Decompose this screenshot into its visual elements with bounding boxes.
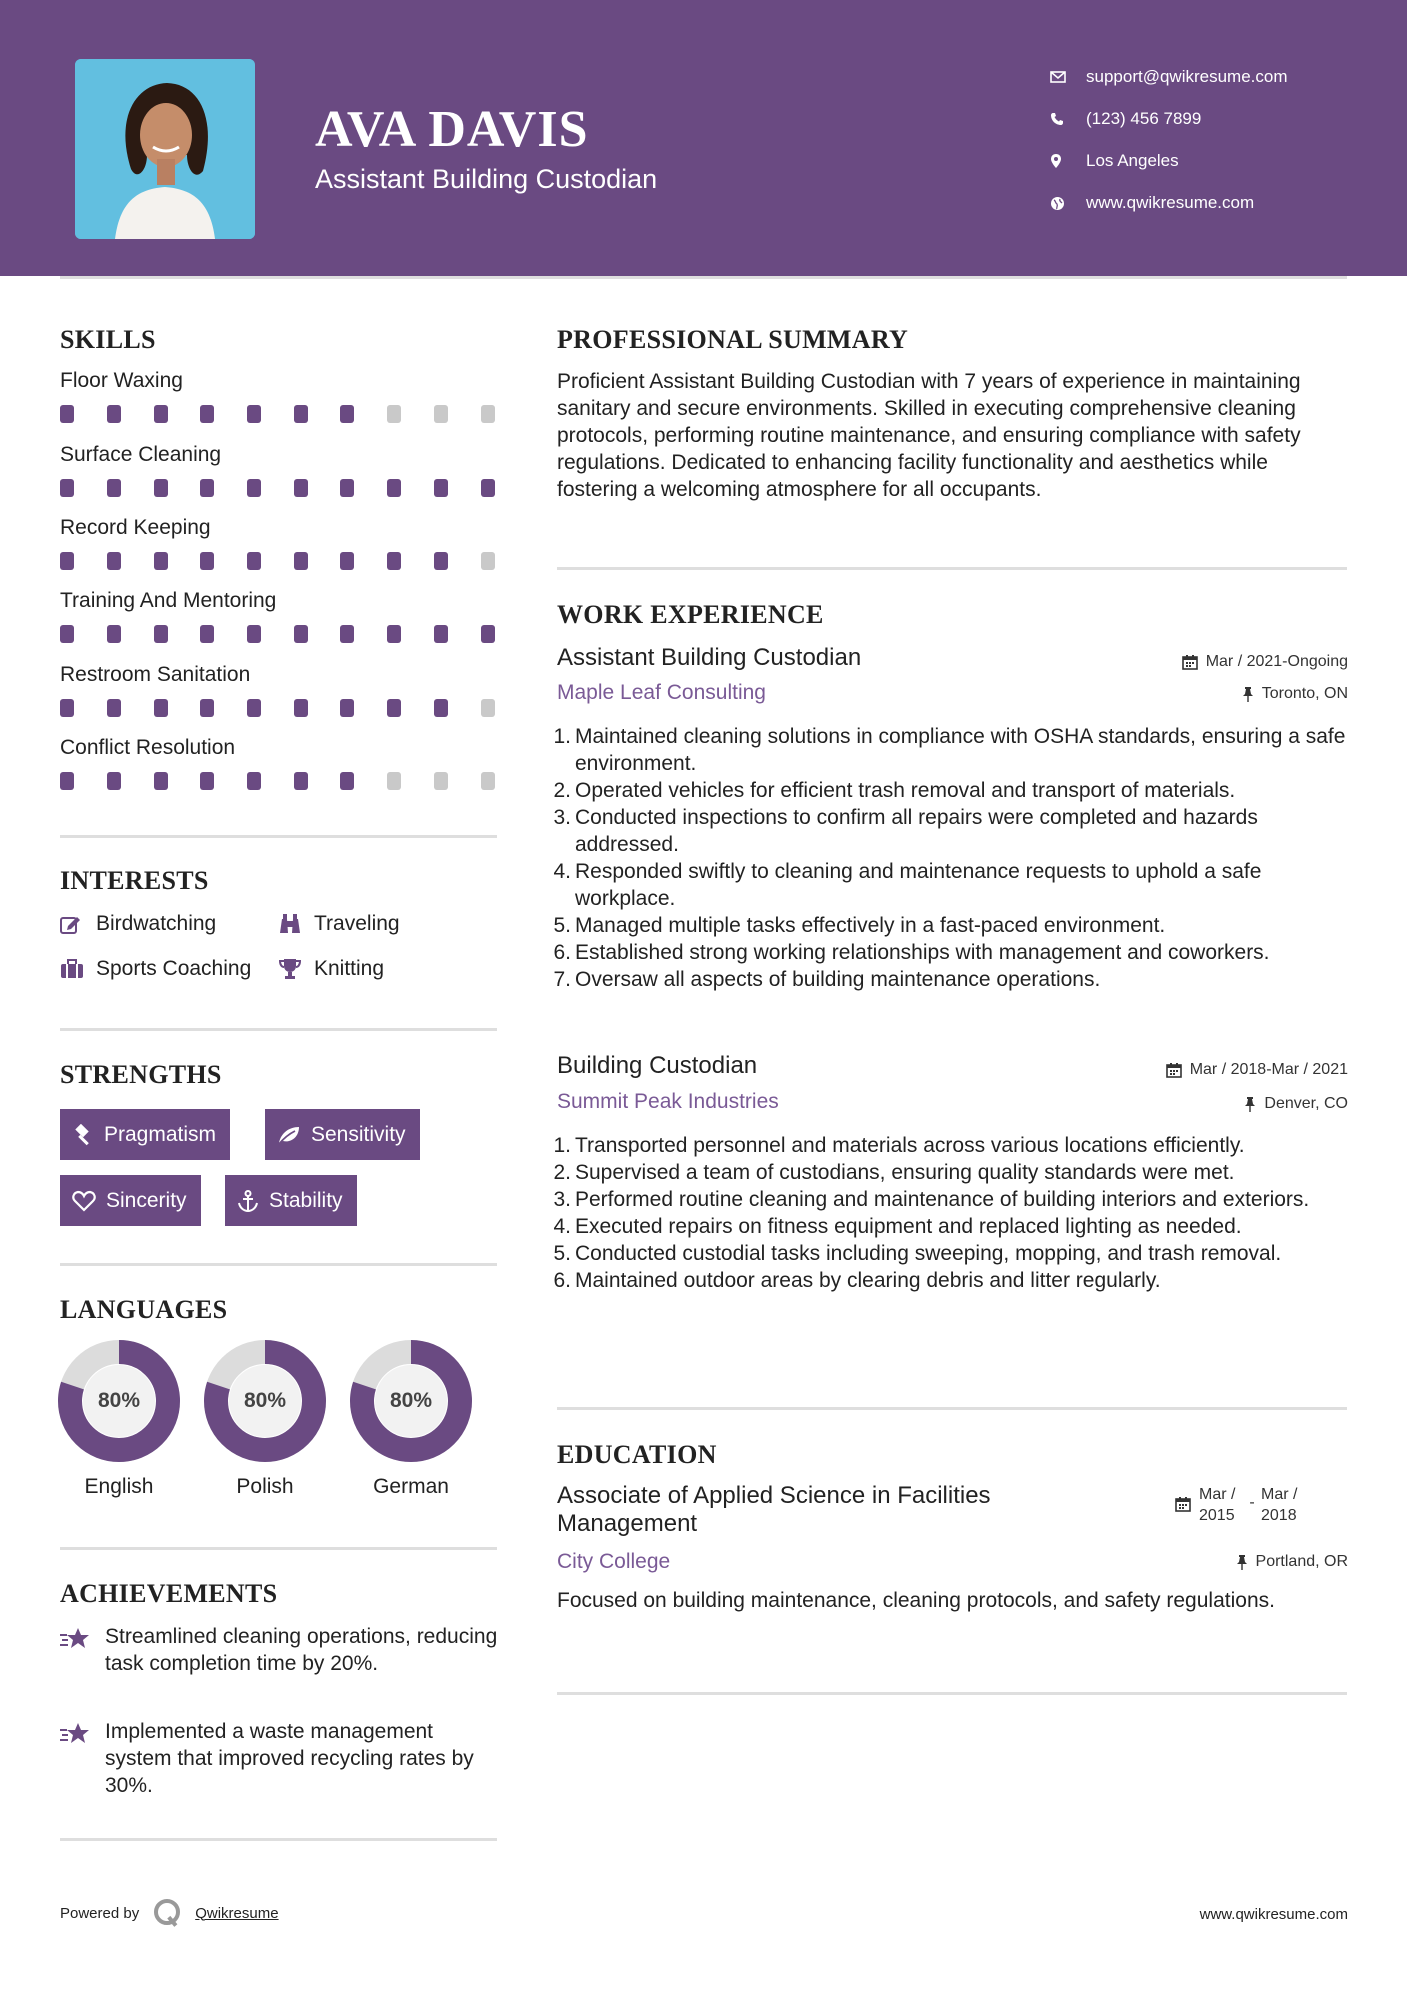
skill-dot-filled — [60, 772, 74, 790]
skill-dot-filled — [60, 699, 74, 717]
footer-powered-by — [60, 1898, 279, 1928]
bullet-text: Maintained cleaning solutions in compliance with OSHA standards, ensuring a safe environment. — [575, 725, 1346, 775]
education-start-date: Mar / 2015 — [1199, 1486, 1236, 1524]
skill-dot-filled — [434, 552, 448, 570]
skill-dot-filled — [60, 405, 74, 423]
interest-label: Knitting — [314, 957, 385, 980]
pushpin-icon — [1242, 686, 1254, 702]
skill-dot-filled — [200, 479, 214, 497]
education-description: Focused on building maintenance, cleaning protocols, and safety regulations. — [557, 1589, 1275, 1612]
job-dates — [1166, 1061, 1348, 1079]
job-bullet — [550, 966, 1350, 993]
phone-icon — [1050, 112, 1086, 126]
interests-title: INTERESTS — [60, 866, 209, 895]
achievement-text: Implemented a waste management system that improved recycling rates by 30%. — [105, 1720, 474, 1797]
bullet-number: 1. — [553, 725, 571, 748]
skill-dot-filled — [294, 699, 308, 717]
skill-dot-empty — [481, 699, 495, 717]
school-name: City College — [557, 1550, 671, 1573]
skills-title: SKILLS — [60, 325, 156, 354]
skill-dot-filled — [481, 479, 495, 497]
strength-tag — [60, 1109, 230, 1160]
bullet-text: Established strong working relationships with management and coworkers. — [575, 941, 1270, 964]
job-bullet — [550, 777, 1350, 804]
skill-dot-empty — [434, 772, 448, 790]
calendar-icon — [1175, 1484, 1191, 1526]
job-bullet — [550, 1213, 1350, 1240]
skill-dot-filled — [60, 625, 74, 643]
bullet-number: 2. — [553, 779, 571, 802]
bullet-text: Conducted custodial tasks including sweeping, mopping, and trash removal. — [575, 1242, 1282, 1265]
bullet-number: 3. — [553, 806, 571, 829]
skill-dot-filled — [200, 625, 214, 643]
contact-website-text: www.qwikresume.com — [1086, 193, 1255, 212]
skill-dot-filled — [247, 699, 261, 717]
skill-dot-filled — [434, 699, 448, 717]
language-item — [58, 1340, 180, 1498]
bullet-text: Maintained outdoor areas by clearing debris and litter regularly. — [575, 1269, 1161, 1292]
bullet-number: 3. — [553, 1188, 571, 1211]
degree-title: Associate of Applied Science in Facilities Management — [557, 1482, 991, 1537]
leaf-icon — [277, 1125, 301, 1145]
interest-item — [278, 912, 400, 936]
job-location — [1244, 1095, 1348, 1113]
star-icon — [60, 1623, 105, 1677]
skill-name: Conflict Resolution — [60, 736, 236, 759]
contact-list — [1050, 56, 1380, 224]
skill-rating — [60, 699, 500, 717]
skill-dot-filled — [340, 699, 354, 717]
interest-item — [278, 957, 384, 981]
section-divider — [557, 1692, 1347, 1695]
skill-dot-empty — [387, 772, 401, 790]
job-bullets — [550, 1132, 1350, 1294]
skill-dot-filled — [107, 552, 121, 570]
bullet-text: Conducted inspections to confirm all repairs were completed and hazards addressed. — [575, 806, 1258, 856]
language-percent: 80% — [243, 1389, 287, 1412]
skill-dot-filled — [154, 552, 168, 570]
heart-icon — [72, 1190, 96, 1212]
contact-location — [1050, 140, 1380, 182]
skill-rating — [60, 405, 500, 423]
section-divider — [557, 567, 1347, 570]
strength-tag — [265, 1109, 420, 1160]
experience-title: WORK EXPERIENCE — [557, 600, 824, 629]
strength-tag — [225, 1175, 357, 1226]
skill-dot-filled — [387, 479, 401, 497]
skill-dot-filled — [247, 552, 261, 570]
calendar-icon — [1182, 654, 1198, 670]
job-bullet — [550, 723, 1350, 777]
skill-dot-filled — [294, 772, 308, 790]
strength-tag — [60, 1175, 201, 1226]
candidate-role: Assistant Building Custodian — [315, 164, 658, 194]
skill-dot-filled — [200, 405, 214, 423]
job-bullet — [550, 912, 1350, 939]
star-icon — [60, 1718, 105, 1799]
job-dates-text: Mar / 2018-Mar / 2021 — [1189, 1061, 1348, 1078]
languages-title: LANGUAGES — [60, 1295, 228, 1324]
job-bullet — [550, 939, 1350, 966]
interest-item — [60, 912, 216, 936]
skill-dot-filled — [154, 405, 168, 423]
skill-dot-empty — [387, 405, 401, 423]
education-dates — [1175, 1484, 1305, 1526]
location-pin-icon — [1050, 153, 1086, 169]
language-item — [350, 1340, 472, 1498]
interest-item — [60, 957, 251, 981]
skill-dot-filled — [247, 405, 261, 423]
summary-text: Proficient Assistant Building Custodian with 7 years of experience in maintaining sanitary and secure environments. Skilled in executing comprehensive cleaning protocols, performing routine maintenance, and ensuring compliance with safety regulations. Dedicated to enhancing facility functionality and aesthetics while fostering a welcoming atmosphere for all occupants. — [557, 370, 1301, 501]
qwikresume-logo-icon — [153, 1898, 183, 1928]
contact-phone-text: (123) 456 7899 — [1086, 109, 1202, 128]
skill-dot-filled — [60, 552, 74, 570]
skill-dot-filled — [154, 479, 168, 497]
pushpin-icon — [1236, 1554, 1248, 1570]
education-date-separator: - — [1249, 1494, 1255, 1511]
skill-dot-filled — [294, 405, 308, 423]
strengths-title: STRENGTHS — [60, 1060, 222, 1089]
strength-label: Stability — [269, 1188, 343, 1212]
job-bullet — [550, 858, 1350, 912]
summary-title: PROFESSIONAL SUMMARY — [557, 325, 909, 354]
bullet-number: 2. — [553, 1161, 571, 1184]
bullet-text: Oversaw all aspects of building maintenance operations. — [575, 968, 1101, 991]
brand-link[interactable]: Qwikresume — [195, 1904, 279, 1922]
pencil-square-icon — [60, 914, 96, 934]
bullet-text: Responded swiftly to cleaning and maintenance requests to uphold a safe workplace. — [575, 860, 1262, 910]
contact-email[interactable] — [1050, 56, 1380, 98]
language-name: German — [373, 1475, 449, 1498]
bullet-number: 5. — [553, 914, 571, 937]
globe-icon — [1050, 196, 1086, 211]
bullet-number: 6. — [553, 1269, 571, 1292]
skill-dot-filled — [60, 479, 74, 497]
skill-dot-filled — [340, 405, 354, 423]
section-divider — [60, 835, 497, 838]
section-divider — [60, 1028, 497, 1031]
skill-dot-filled — [340, 479, 354, 497]
education-title: EDUCATION — [557, 1440, 717, 1469]
job-bullet — [550, 804, 1350, 858]
skill-dot-filled — [200, 552, 214, 570]
skill-dot-filled — [387, 625, 401, 643]
contact-location-text: Los Angeles — [1086, 151, 1179, 170]
skill-dot-filled — [247, 479, 261, 497]
skill-dot-filled — [294, 479, 308, 497]
skill-dot-filled — [387, 699, 401, 717]
skill-dot-filled — [107, 625, 121, 643]
language-percent: 80% — [97, 1389, 141, 1412]
strength-label: Sincerity — [106, 1188, 187, 1212]
job-title: Building Custodian — [557, 1052, 758, 1079]
job-bullets — [550, 723, 1350, 993]
section-divider — [60, 1838, 497, 1841]
bullet-number: 5. — [553, 1242, 571, 1265]
bullet-number: 6. — [553, 941, 571, 964]
education-location-text: Portland, OR — [1255, 1553, 1348, 1570]
language-name: English — [84, 1475, 154, 1498]
job-company: Summit Peak Industries — [557, 1090, 779, 1113]
skill-rating — [60, 772, 500, 790]
skill-rating — [60, 479, 500, 497]
bullet-text: Executed repairs on fitness equipment and replaced lighting as needed. — [575, 1215, 1242, 1238]
skill-dot-empty — [434, 405, 448, 423]
skill-name: Restroom Sanitation — [60, 663, 251, 686]
contact-email-text: support@qwikresume.com — [1086, 67, 1288, 86]
skill-dot-empty — [481, 405, 495, 423]
bullet-text: Managed multiple tasks effectively in a fast-paced environment. — [575, 914, 1166, 937]
strength-label: Sensitivity — [311, 1122, 406, 1146]
resume-header — [0, 0, 1407, 276]
section-divider — [60, 1263, 497, 1266]
bullet-text: Transported personnel and materials across various locations efficiently. — [575, 1134, 1245, 1157]
skill-rating — [60, 552, 500, 570]
language-item — [204, 1340, 326, 1498]
job-location — [1242, 685, 1348, 703]
skill-dot-filled — [107, 479, 121, 497]
calendar-icon — [1166, 1062, 1182, 1078]
contact-website[interactable] — [1050, 182, 1380, 224]
bullet-text: Performed routine cleaning and maintenance of building interiors and exteriors. — [575, 1188, 1310, 1211]
gavel-icon — [72, 1124, 94, 1146]
skill-dot-filled — [294, 552, 308, 570]
skill-dot-filled — [481, 625, 495, 643]
education-location — [1236, 1553, 1348, 1571]
skill-dot-filled — [200, 772, 214, 790]
skill-dot-filled — [294, 625, 308, 643]
section-divider — [557, 1407, 1347, 1410]
achievement-item — [60, 1718, 500, 1799]
skill-name: Floor Waxing — [60, 369, 183, 392]
skill-dot-filled — [387, 552, 401, 570]
job-location-text: Denver, CO — [1264, 1095, 1348, 1112]
interest-label: Birdwatching — [96, 912, 217, 935]
job-dates — [1182, 653, 1348, 671]
skill-dot-filled — [434, 625, 448, 643]
skill-dot-filled — [340, 772, 354, 790]
skill-dot-filled — [247, 772, 261, 790]
section-divider — [60, 1547, 497, 1550]
skill-dot-filled — [107, 772, 121, 790]
achievements-title: ACHIEVEMENTS — [60, 1579, 278, 1608]
job-dates-text: Mar / 2021-Ongoing — [1205, 653, 1348, 670]
profile-photo — [75, 59, 255, 239]
job-company: Maple Leaf Consulting — [557, 681, 766, 704]
skill-dot-filled — [340, 552, 354, 570]
bullet-number: 1. — [553, 1134, 571, 1157]
skill-name: Surface Cleaning — [60, 443, 222, 466]
job-title: Assistant Building Custodian — [557, 644, 862, 671]
skill-name: Training And Mentoring — [60, 589, 277, 612]
bullet-number: 4. — [553, 1215, 571, 1238]
powered-by-text: Powered by — [60, 1904, 140, 1922]
pushpin-icon — [1244, 1096, 1256, 1112]
anchor-icon — [237, 1190, 259, 1212]
skill-dot-filled — [154, 772, 168, 790]
briefcase-icon — [60, 959, 96, 979]
bullet-number: 7. — [553, 968, 571, 991]
job-bullet — [550, 1159, 1350, 1186]
job-bullet — [550, 1186, 1350, 1213]
skill-dot-filled — [154, 699, 168, 717]
skill-dot-filled — [340, 625, 354, 643]
interest-label: Traveling — [314, 912, 400, 935]
job-bullet — [550, 1267, 1350, 1294]
binoculars-icon — [278, 913, 314, 935]
skill-name: Record Keeping — [60, 516, 211, 539]
candidate-name: AVA DAVIS — [315, 101, 589, 158]
achievement-text: Streamlined cleaning operations, reducing task completion time by 20%. — [105, 1625, 498, 1675]
strength-label: Pragmatism — [104, 1122, 217, 1146]
skill-dot-filled — [200, 699, 214, 717]
bullet-text: Operated vehicles for efficient trash removal and transport of materials. — [575, 779, 1236, 802]
trophy-icon — [278, 958, 314, 980]
bullet-text: Supervised a team of custodians, ensuring quality standards were met. — [575, 1161, 1235, 1184]
envelope-icon — [1050, 71, 1086, 83]
skill-dot-filled — [154, 625, 168, 643]
job-bullet — [550, 1132, 1350, 1159]
achievement-item — [60, 1623, 500, 1677]
footer-website[interactable]: www.qwikresume.com — [1199, 1906, 1348, 1923]
skill-dot-filled — [247, 625, 261, 643]
skill-dot-empty — [481, 552, 495, 570]
interest-label: Sports Coaching — [96, 957, 252, 980]
job-location-text: Toronto, ON — [1261, 685, 1348, 702]
education-end-date: Mar / 2018 — [1261, 1486, 1298, 1524]
language-percent: 80% — [389, 1389, 433, 1412]
skill-dot-filled — [434, 479, 448, 497]
skill-dot-filled — [107, 405, 121, 423]
header-divider — [60, 276, 1347, 279]
job-bullet — [550, 1240, 1350, 1267]
skill-dot-filled — [107, 699, 121, 717]
bullet-number: 4. — [553, 860, 571, 883]
language-name: Polish — [236, 1475, 294, 1498]
skill-dot-empty — [481, 772, 495, 790]
contact-phone[interactable] — [1050, 98, 1380, 140]
skill-rating — [60, 625, 500, 643]
